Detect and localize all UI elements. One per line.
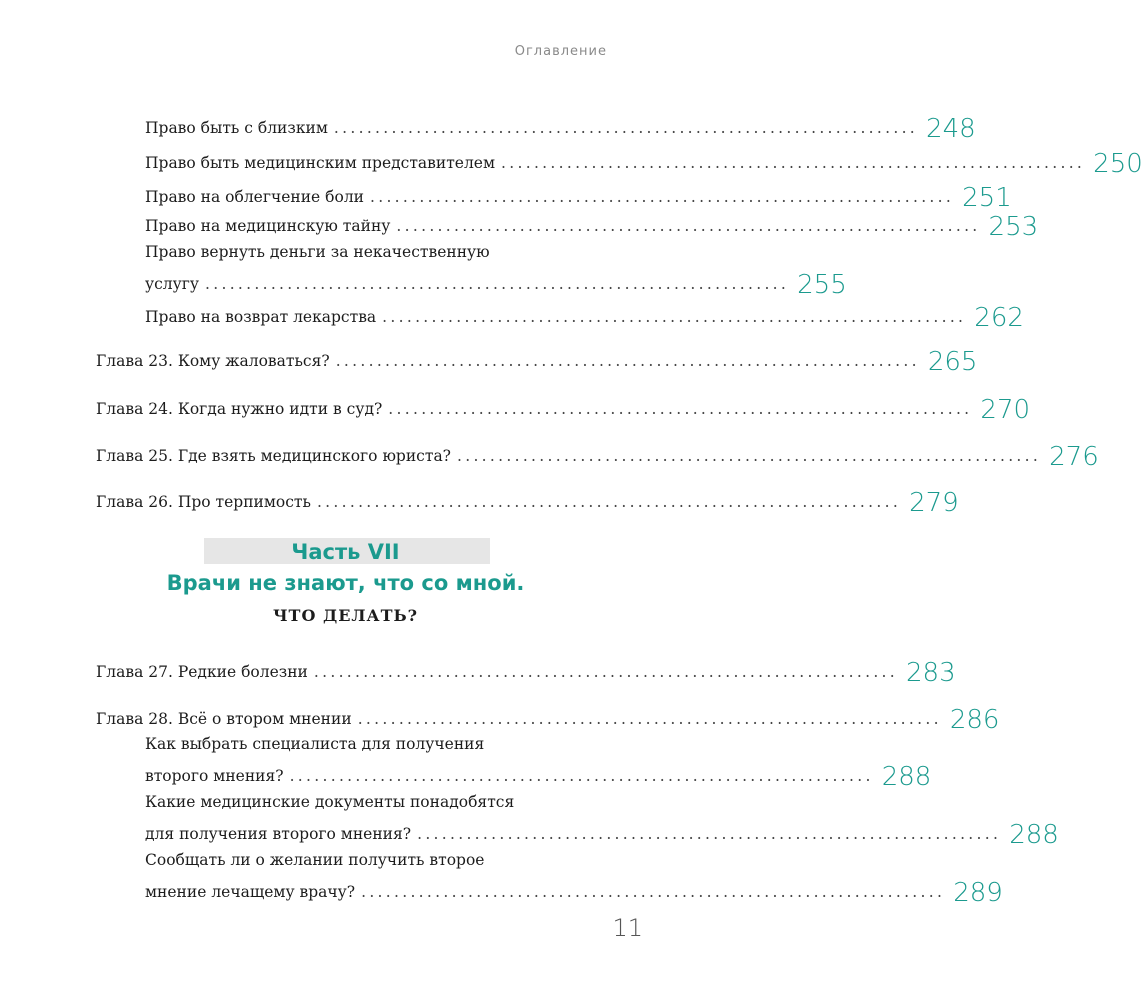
toc-chapter-title: Глава 27. Редкие болезни [96, 663, 308, 681]
toc-chapter[interactable] [96, 486, 959, 518]
toc-chapter-page: 276 [1049, 442, 1099, 472]
toc-entry[interactable] [145, 818, 1059, 850]
toc-entry[interactable] [145, 112, 976, 144]
toc-entry-title: Право быть с близким [145, 119, 328, 137]
toc-chapter-title: Глава 28. Всё о втором мнении [96, 710, 352, 728]
toc-entry-title: Право быть медицинским представителем [145, 154, 496, 172]
dot-leader: ....................................................................... [382, 308, 967, 326]
toc-chapter-page: 283 [906, 658, 956, 688]
toc-chapter-title: Глава 24. Когда нужно идти в суд? [96, 400, 383, 418]
dot-leader: ....................................................................... [417, 825, 1002, 843]
toc-entry-page: 289 [953, 878, 1003, 908]
dot-leader: ....................................................................... [313, 663, 899, 681]
toc-entry-title-line1: Сообщать ли о желании получить второе [145, 851, 485, 869]
toc-entry-title: второго мнения? [145, 767, 284, 785]
toc-chapter[interactable] [96, 393, 1031, 425]
toc-entry[interactable] [145, 181, 1012, 213]
toc-entry-page: 253 [988, 212, 1039, 242]
dot-leader: ....................................................................... [396, 217, 981, 235]
toc-chapter-title: Глава 26. Про терпимость [96, 493, 311, 511]
dot-leader: ....................................................................... [333, 119, 919, 137]
toc-entry-title: услугу [145, 275, 200, 293]
toc-entry-title: Право на медицинскую тайну [145, 217, 391, 235]
dot-leader: ....................................................................... [388, 400, 973, 418]
dot-leader: ....................................................................... [370, 188, 955, 206]
toc-entry-title-line1: Какие медицинские документы понадобятся [145, 793, 515, 811]
page-number: 11 [612, 914, 643, 942]
toc-entry[interactable] [145, 147, 1143, 179]
toc-entry-page: 255 [797, 270, 847, 300]
toc-entry[interactable] [145, 268, 847, 300]
toc-entry[interactable] [145, 301, 1024, 333]
dot-leader: ....................................................................... [361, 883, 946, 901]
dot-leader: ....................................................................... [335, 352, 920, 370]
dot-leader: ....................................................................... [316, 493, 902, 511]
part-subtitle: ЧТО ДЕЛАТЬ? [272, 606, 419, 625]
toc-entry[interactable] [145, 760, 932, 792]
toc-chapter-page: 265 [927, 347, 978, 377]
toc-entry-page: 250 [1093, 149, 1143, 179]
toc-entry-page: 248 [926, 114, 976, 144]
toc-chapter-page: 286 [949, 705, 1000, 735]
toc-entry-page: 288 [1009, 820, 1059, 850]
dot-leader: ....................................................................... [457, 447, 1042, 465]
toc-entry-title: Право на возврат лекарства [145, 308, 377, 326]
dot-leader: ....................................................................... [289, 767, 874, 785]
toc-chapter[interactable] [96, 656, 956, 688]
toc-chapter[interactable] [96, 703, 1000, 735]
toc-entry-title: Право на облегчение боли [145, 188, 364, 206]
toc-chapter-page: 279 [909, 488, 959, 518]
toc-entry-page: 251 [962, 183, 1012, 213]
dot-leader: ....................................................................... [205, 275, 790, 293]
toc-entry[interactable] [145, 210, 1039, 242]
toc-entry-title-line1: Право вернуть деньги за некачественную [145, 243, 490, 261]
toc-entry-title: мнение лечащему врачу? [145, 883, 356, 901]
toc-entry[interactable] [145, 876, 1003, 908]
toc-entry-page: 288 [881, 762, 932, 792]
part-label: Часть VII [291, 540, 400, 564]
toc-chapter-title: Глава 25. Где взять медицинского юриста? [96, 447, 451, 465]
toc-entry-page: 262 [974, 303, 1024, 333]
toc-entry-title: для получения второго мнения? [145, 825, 412, 843]
part-title: Врачи не знают, что со мной. [166, 571, 525, 595]
toc-chapter-title: Глава 23. Кому жаловаться? [96, 352, 330, 370]
dot-leader: ....................................................................... [357, 710, 942, 728]
toc-chapter[interactable] [96, 440, 1099, 472]
running-header: Оглавление [514, 44, 607, 59]
toc-chapter-page: 270 [980, 395, 1031, 425]
toc-chapter[interactable] [96, 345, 978, 377]
dot-leader: ....................................................................... [501, 154, 1086, 172]
toc-entry-title-line1: Как выбрать специалиста для получения [145, 735, 485, 753]
